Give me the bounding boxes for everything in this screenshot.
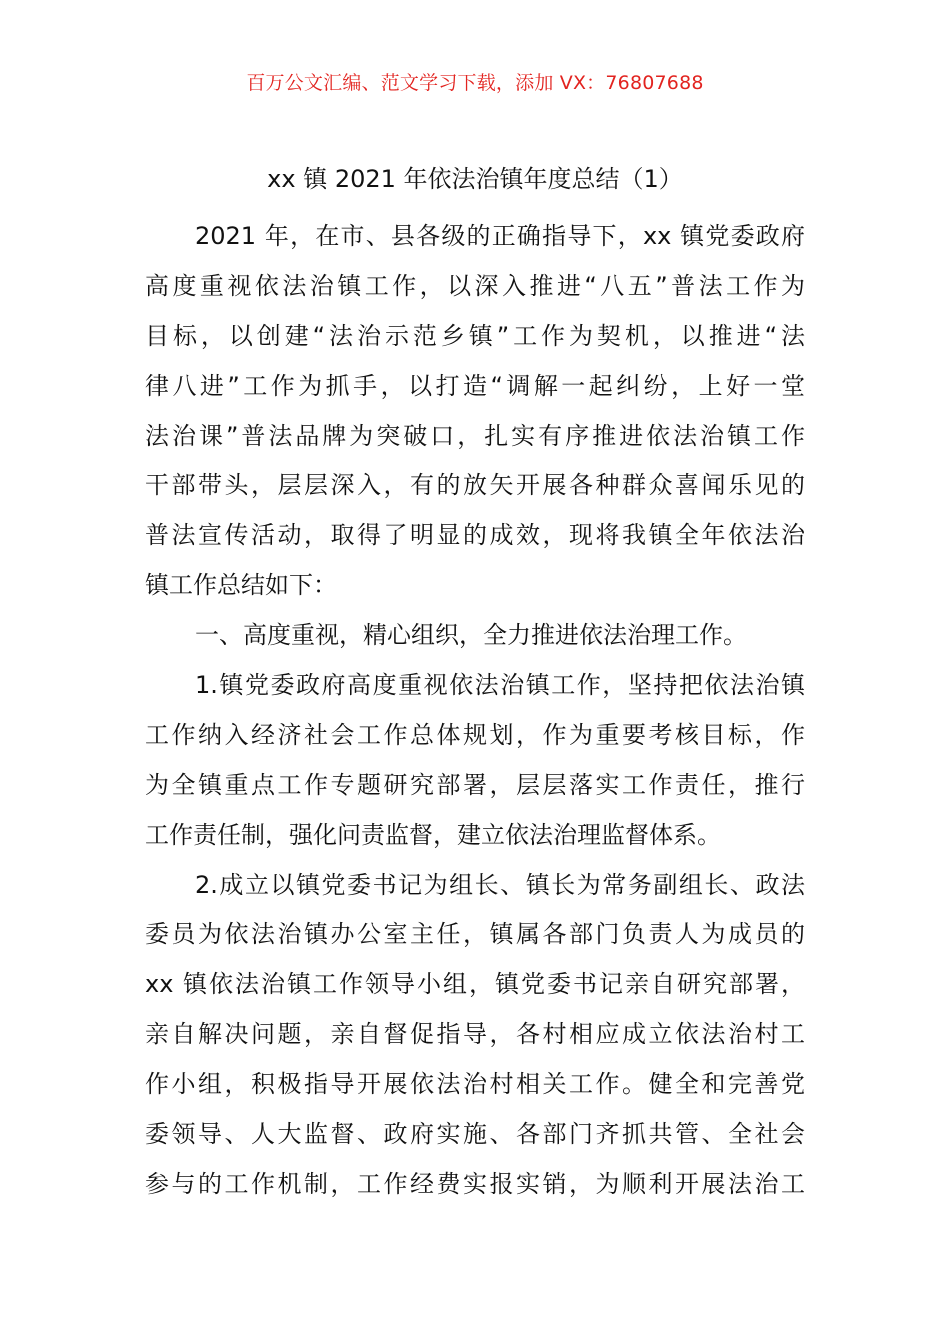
text-line: 律八进”工作为抓手，以打造“调解一起纠纷，上好一堂 [145, 371, 805, 400]
text-line: 工作责任制，强化问责监督，建立依法治理监督体系。 [145, 820, 721, 849]
text-line: xx 镇依法治镇工作领导小组，镇党委书记亲自研究部署， [145, 970, 805, 999]
document-title: xx 镇 2021 年依法治镇年度总结（1） [267, 165, 683, 193]
paragraph [145, 861, 805, 1210]
text-line: 目标，以创建“法治示范乡镇”工作为契机，以推进“法 [145, 321, 805, 350]
text-line: 参与的工作机制，工作经费实报实销，为顺利开展法治工 [145, 1169, 805, 1198]
text-line: 委领导、人大监督、政府实施、各部门齐抓共管、全社会 [145, 1120, 805, 1149]
document-body [145, 212, 805, 1210]
paragraph [145, 611, 805, 661]
text-line: 为全镇重点工作专题研究部署，层层落实工作责任，推行 [145, 770, 805, 799]
text-line: 委员为依法治镇办公室主任，镇属各部门负责人为成员的 [145, 920, 805, 949]
text-line: 工作纳入经济社会工作总体规划，作为重要考核目标，作 [145, 720, 805, 749]
watermark-banner: 百万公文汇编、范文学习下载，添加 VX：76807688 [246, 72, 704, 94]
text-line: 作小组，积极指导开展依法治村相关工作。健全和完善党 [145, 1070, 805, 1099]
text-line: 法治课”普法品牌为突破口，扎实有序推进依法治镇工作 [145, 421, 805, 450]
text-line: 普法宣传活动，取得了明显的成效，现将我镇全年依法治 [145, 521, 805, 550]
text-line: 干部带头，层层深入，有的放矢开展各种群众喜闻乐见的 [145, 471, 805, 500]
text-line: 1.镇党委政府高度重视依法治镇工作，坚持把依法治镇 [195, 671, 805, 700]
text-line: 亲自解决问题，亲自督促指导，各村相应成立依法治村工 [145, 1020, 805, 1049]
text-line: 2.成立以镇党委书记为组长、镇长为常务副组长、政法 [195, 870, 805, 899]
text-line: 高度重视依法治镇工作，以深入推进“八五”普法工作为 [145, 271, 805, 300]
paragraph [145, 661, 805, 861]
text-line: 2021 年，在市、县各级的正确指导下，xx 镇党委政府 [195, 222, 805, 250]
paragraph [145, 212, 805, 611]
text-line: 镇工作总结如下： [145, 571, 337, 600]
text-line: 一、高度重视，精心组织，全力推进依法治理工作。 [195, 621, 747, 650]
